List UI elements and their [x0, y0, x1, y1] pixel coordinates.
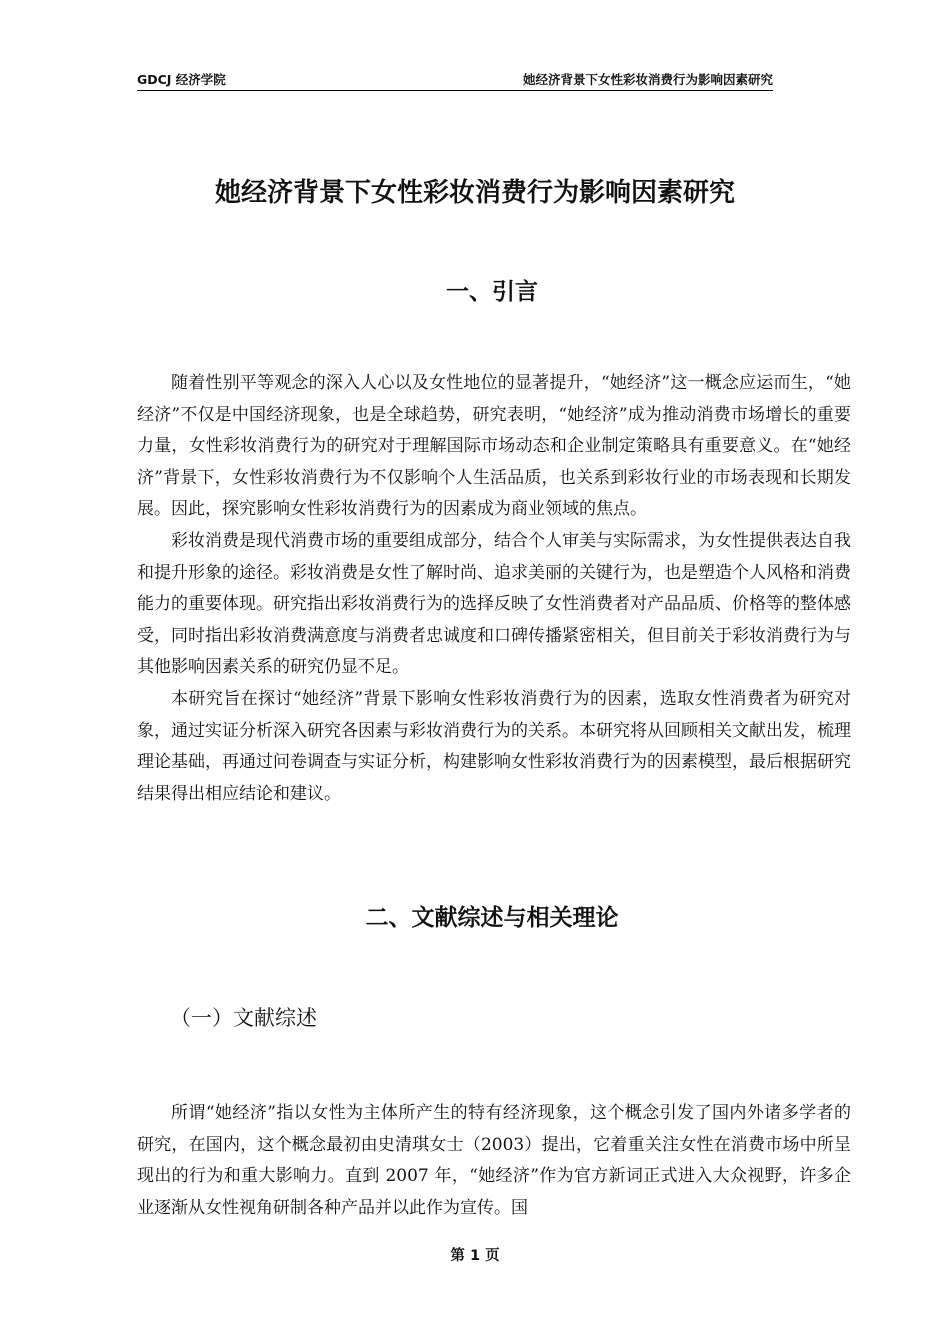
page-header — [137, 70, 773, 91]
page-number: 第 1 页 — [450, 1248, 500, 1264]
section-heading-introduction: 一、引言 — [446, 279, 538, 305]
literature-body — [137, 1098, 851, 1224]
header-institution: GDCJ 经济学院 — [137, 72, 226, 87]
paragraph: 所谓“她经济”指以女性为主体所产生的特有经济现象，这个概念引发了国内外诸多学者的研究，在国内，这个概念最初由史清琪女士（2003）提出，它着重关注女性在消费市场中所呈现出的行为和重大影响力。直到 2007 年，“她经济”作为官方新词正式进入大众视野，许多企业逐渐从女性视角研制各种产品并以此作为宣传。国 — [137, 1103, 851, 1218]
paragraph: 彩妆消费是现代消费市场的重要组成部分，结合个人审美与实际需求，为女性提供表达自我和提升形象的途径。彩妆消费是女性了解时尚、追求美丽的关键行为，也是塑造个人风格和消费能力的重要体现。研究指出彩妆消费行为的选择反映了女性消费者对产品品质、价格等的整体感受，同时指出彩妆消费满意度与消费者忠诚度和口碑传播紧密相关，但目前关于彩妆消费行为与其他影响因素关系的研究仍显不足。 — [137, 530, 851, 678]
header-running-title: 她经济背景下女性彩妆消费行为影响因素研究 — [522, 72, 773, 87]
paragraph: 随着性别平等观念的深入人心以及女性地位的显著提升，“她经济”这一概念应运而生，“她经济”不仅是中国经济现象，也是全球趋势，研究表明，“她经济”成为推动消费市场增长的重要力量，女性彩妆消费行为的研究对于理解国际市场动态和企业制定策略具有重要意义。在“她经济”背景下，女性彩妆消费行为不仅影响个人生活品质，也关系到彩妆行业的市场表现和长期发展。因此，探究影响女性彩妆消费行为的因素成为商业领域的焦点。 — [137, 373, 851, 520]
subsection-heading-review: （一）文献综述 — [170, 1006, 317, 1030]
introduction-body — [137, 368, 851, 810]
section-heading-literature: 二、文献综述与相关理论 — [365, 905, 619, 931]
paragraph: 本研究旨在探讨“她经济”背景下影响女性彩妆消费行为的因素，选取女性消费者为研究对象，通过实证分析深入研究各因素与彩妆消费行为的关系。本研究将从回顾相关文献出发，梳理理论基础，再通过问卷调查与实证分析，构建影响女性彩妆消费行为的因素模型，最后根据研究结果得出相应结论和建议。 — [137, 688, 851, 804]
paper-title: 她经济背景下女性彩妆消费行为影响因素研究 — [214, 178, 735, 208]
